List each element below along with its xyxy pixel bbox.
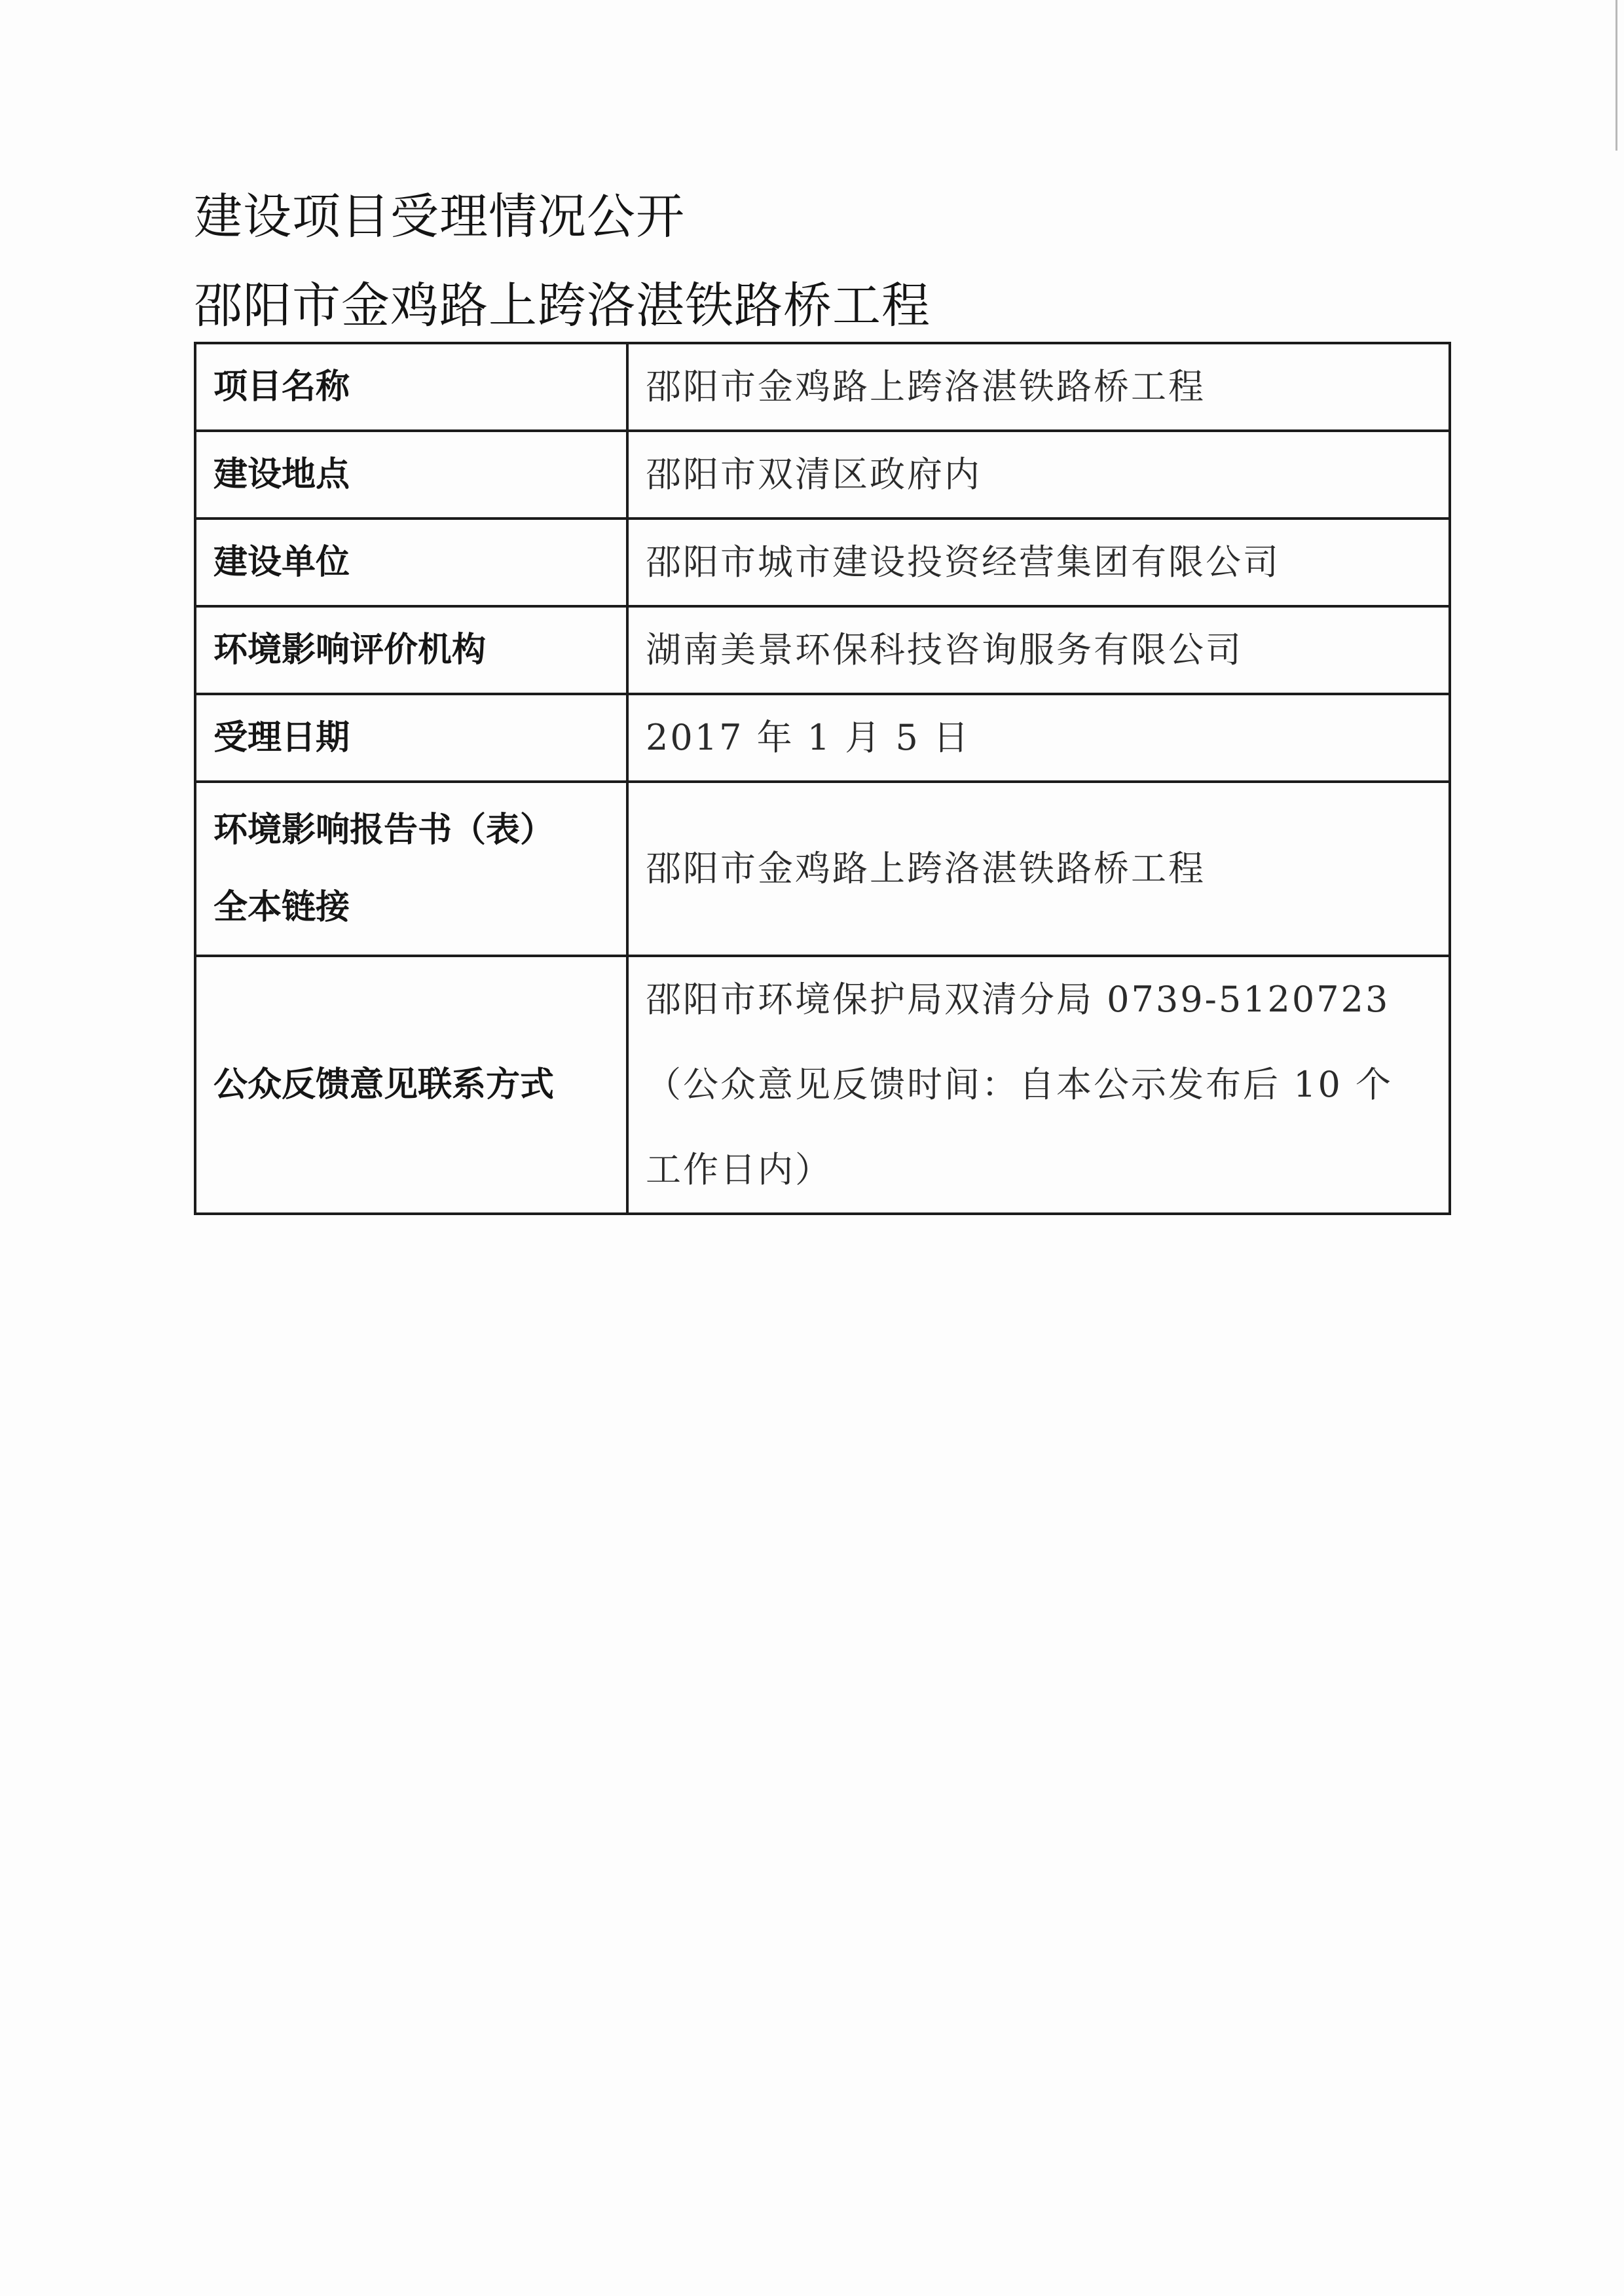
table-row-builder (195, 519, 1450, 606)
scan-edge-mark (1615, 0, 1617, 151)
row-label: 受理日期 (195, 694, 627, 782)
row-label-line: 全本链接 (213, 888, 350, 927)
page-title: 建设项目受理情况公开 (194, 189, 685, 245)
row-value-line: 工作日内） (646, 1149, 832, 1190)
table-row-feedback-contact (195, 956, 1450, 1214)
row-value: 2017 年 1 月 5 日 (627, 694, 1450, 782)
project-info-table (194, 342, 1451, 1215)
row-label (195, 782, 627, 956)
row-label: 建设单位 (195, 519, 627, 606)
row-value: 邵阳市城市建设投资经营集团有限公司 (627, 519, 1450, 606)
table-row-accept-date (195, 694, 1450, 782)
row-value-line: （公众意见反馈时间：自本公示发布后 10 个 (646, 1064, 1393, 1105)
table-row-report-link (195, 782, 1450, 956)
row-value-line: 邵阳市环境保护局双清分局 0739-5120723 (646, 979, 1390, 1020)
row-value: 邵阳市金鸡路上跨洛湛铁路桥工程 (627, 782, 1450, 956)
table-row-location (195, 431, 1450, 519)
row-value: 邵阳市金鸡路上跨洛湛铁路桥工程 (627, 343, 1450, 431)
row-value: 湖南美景环保科技咨询服务有限公司 (627, 606, 1450, 694)
table-row-project-name (195, 343, 1450, 431)
row-value (627, 956, 1450, 1214)
row-label: 环境影响评价机构 (195, 606, 627, 694)
table-row-eia-agency (195, 606, 1450, 694)
row-label: 建设地点 (195, 431, 627, 519)
row-label-line: 环境影响报告书（表） (213, 811, 555, 850)
row-label: 公众反馈意见联系方式 (195, 956, 627, 1214)
project-title: 邵阳市金鸡路上跨洛湛铁路桥工程 (194, 278, 931, 334)
row-value: 邵阳市双清区政府内 (627, 431, 1450, 519)
row-label: 项目名称 (195, 343, 627, 431)
